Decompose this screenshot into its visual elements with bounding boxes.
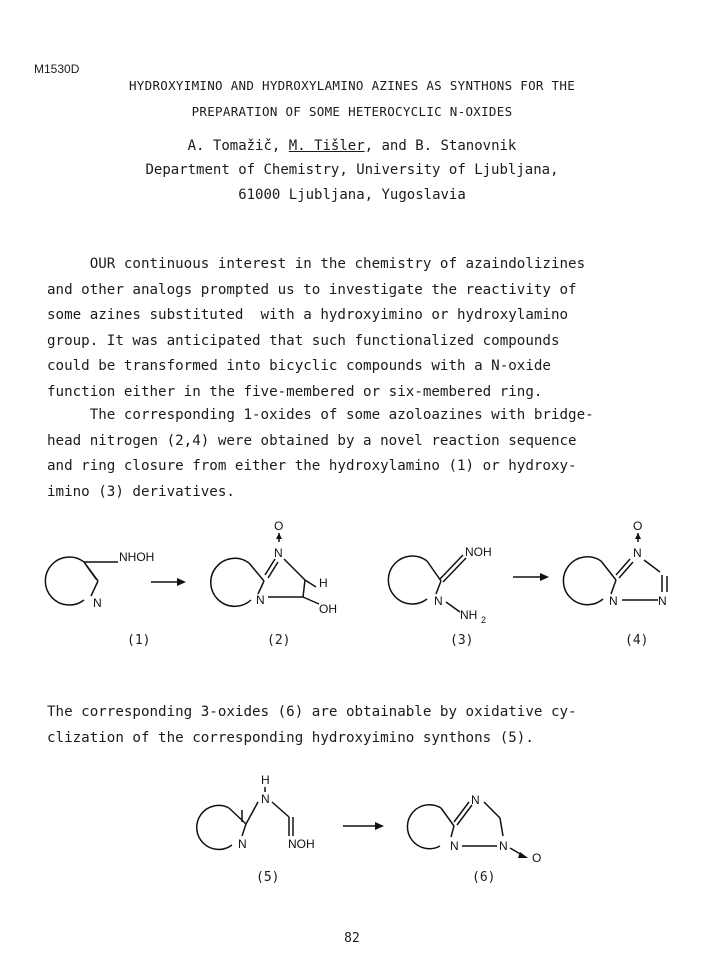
author-3: , and B. Stanovnik: [364, 138, 517, 154]
author-1: A. Tomažič,: [187, 138, 289, 154]
atom-label: N: [609, 594, 618, 608]
ring-arc: [211, 558, 251, 606]
bond: [91, 581, 98, 596]
atom-label: O: [274, 519, 284, 533]
paragraph-line: could be transformed into bicyclic compounds with a N-oxide: [47, 358, 551, 374]
structure-3: [388, 545, 491, 625]
paragraph-1: [47, 252, 585, 405]
atom-label: N: [93, 596, 102, 610]
reaction-arrow: [151, 578, 186, 586]
bond: [303, 597, 319, 604]
paragraph-line: function either in the five-membered or six-membered ring.: [47, 383, 543, 400]
atom-label: H: [261, 773, 270, 787]
compound-label-1: (1): [127, 633, 151, 648]
bond: [436, 581, 441, 594]
paper-title-line-1: HYDROXYIMINO AND HYDROXYLAMINO AZINES AS SYNTHONS FOR THE: [128, 78, 576, 93]
bond: [601, 561, 616, 580]
paragraph-line: some azines substituted with a hydroxyimino or hydroxylamino: [47, 307, 569, 323]
atom-label: H: [319, 576, 328, 590]
ring-arc: [563, 557, 603, 605]
bond: [229, 808, 246, 824]
paragraph-line: clization of the corresponding hydroxyimino synthons (5).: [47, 729, 534, 746]
atom-label: NOH: [288, 837, 315, 851]
paragraph-line: and ring closure from either the hydroxylamino (1) or hydroxy-: [47, 458, 577, 474]
paper-title-line-2: PREPARATION OF SOME HETEROCYCLIC N-OXIDES: [191, 104, 513, 119]
compound-label-6: (6): [472, 870, 496, 885]
atom-label: N: [499, 839, 508, 853]
bond: [284, 559, 305, 580]
paragraph-line: OUR continuous interest in the chemistry of azaindolizines: [47, 256, 586, 272]
atom-label: N: [658, 594, 667, 608]
bond: [611, 580, 616, 594]
atom-label: N: [238, 837, 247, 851]
paragraph-line: The corresponding 1-oxides of some azoloazines with bridge-: [47, 407, 594, 423]
atom-label: NOH: [465, 545, 492, 559]
reaction-arrow: [343, 822, 384, 830]
paragraph-line: group. It was anticipated that such functionalized compounds: [47, 332, 560, 349]
atom-label: O: [633, 519, 643, 533]
page-number: 82: [344, 931, 360, 946]
atom-label: N: [274, 546, 283, 560]
reaction-arrow: [513, 573, 549, 581]
paragraph-line: head nitrogen (2,4) were obtained by a novel reaction sequence: [47, 432, 577, 449]
atom-label: NH: [460, 608, 478, 622]
structure-4: [563, 519, 667, 608]
compound-label-2: (2): [267, 633, 291, 648]
bond: [305, 580, 316, 587]
affiliation-line-2: 61000 Ljubljana, Yugoslavia: [238, 187, 466, 203]
affiliation-line-1: Department of Chemistry, University of Ljubljana,: [145, 162, 559, 178]
bond: [451, 826, 454, 837]
bond: [441, 808, 454, 826]
atom-label: N: [261, 792, 270, 806]
structure-6: [407, 793, 541, 865]
compound-label-3: (3): [450, 633, 474, 648]
ring-arc: [45, 557, 84, 605]
atom-label: O: [532, 851, 542, 865]
compound-label-4: (4): [625, 633, 649, 648]
authors: [0, 138, 704, 154]
paragraph-3: [47, 700, 577, 751]
structure-5: [197, 773, 315, 851]
bond: [242, 824, 246, 836]
bond: [246, 802, 258, 824]
atom-label: OH: [319, 602, 337, 616]
paragraph-line: The corresponding 3-oxides (6) are obtainable by oxidative cy-: [47, 704, 577, 720]
bond: [440, 555, 463, 579]
bond: [484, 802, 500, 818]
ring-arc: [197, 805, 232, 849]
paragraph-line: and other analogs prompted us to investigate the reactivity of: [47, 281, 577, 298]
bond: [446, 602, 460, 612]
reaction-scheme-2: [0, 770, 704, 875]
structure-2: [211, 519, 337, 616]
bond: [265, 559, 275, 575]
bond: [272, 802, 289, 817]
atom-label: N: [434, 594, 443, 608]
bond: [443, 558, 466, 582]
author-2: M. Tišler: [288, 138, 365, 154]
atom-label: NHOH: [119, 550, 155, 564]
structure-1: [45, 550, 154, 610]
bond: [86, 565, 96, 579]
atom-label: N: [256, 593, 265, 607]
bond: [500, 818, 503, 836]
paper-code: M1530D: [34, 62, 80, 76]
ring-arc: [388, 556, 427, 604]
ring-arc: [407, 805, 441, 849]
atom-label: 2: [481, 615, 487, 625]
paragraph-2: [47, 403, 594, 505]
atom-label: N: [471, 793, 480, 807]
atom-label: N: [633, 546, 642, 560]
bond: [268, 562, 278, 578]
paragraph-line: imino (3) derivatives.: [47, 483, 235, 500]
reaction-scheme-1: [0, 515, 704, 675]
bond: [249, 563, 264, 581]
compound-label-5: (5): [256, 870, 280, 885]
atom-label: N: [450, 839, 459, 853]
bond: [427, 561, 441, 581]
bond: [303, 580, 305, 597]
